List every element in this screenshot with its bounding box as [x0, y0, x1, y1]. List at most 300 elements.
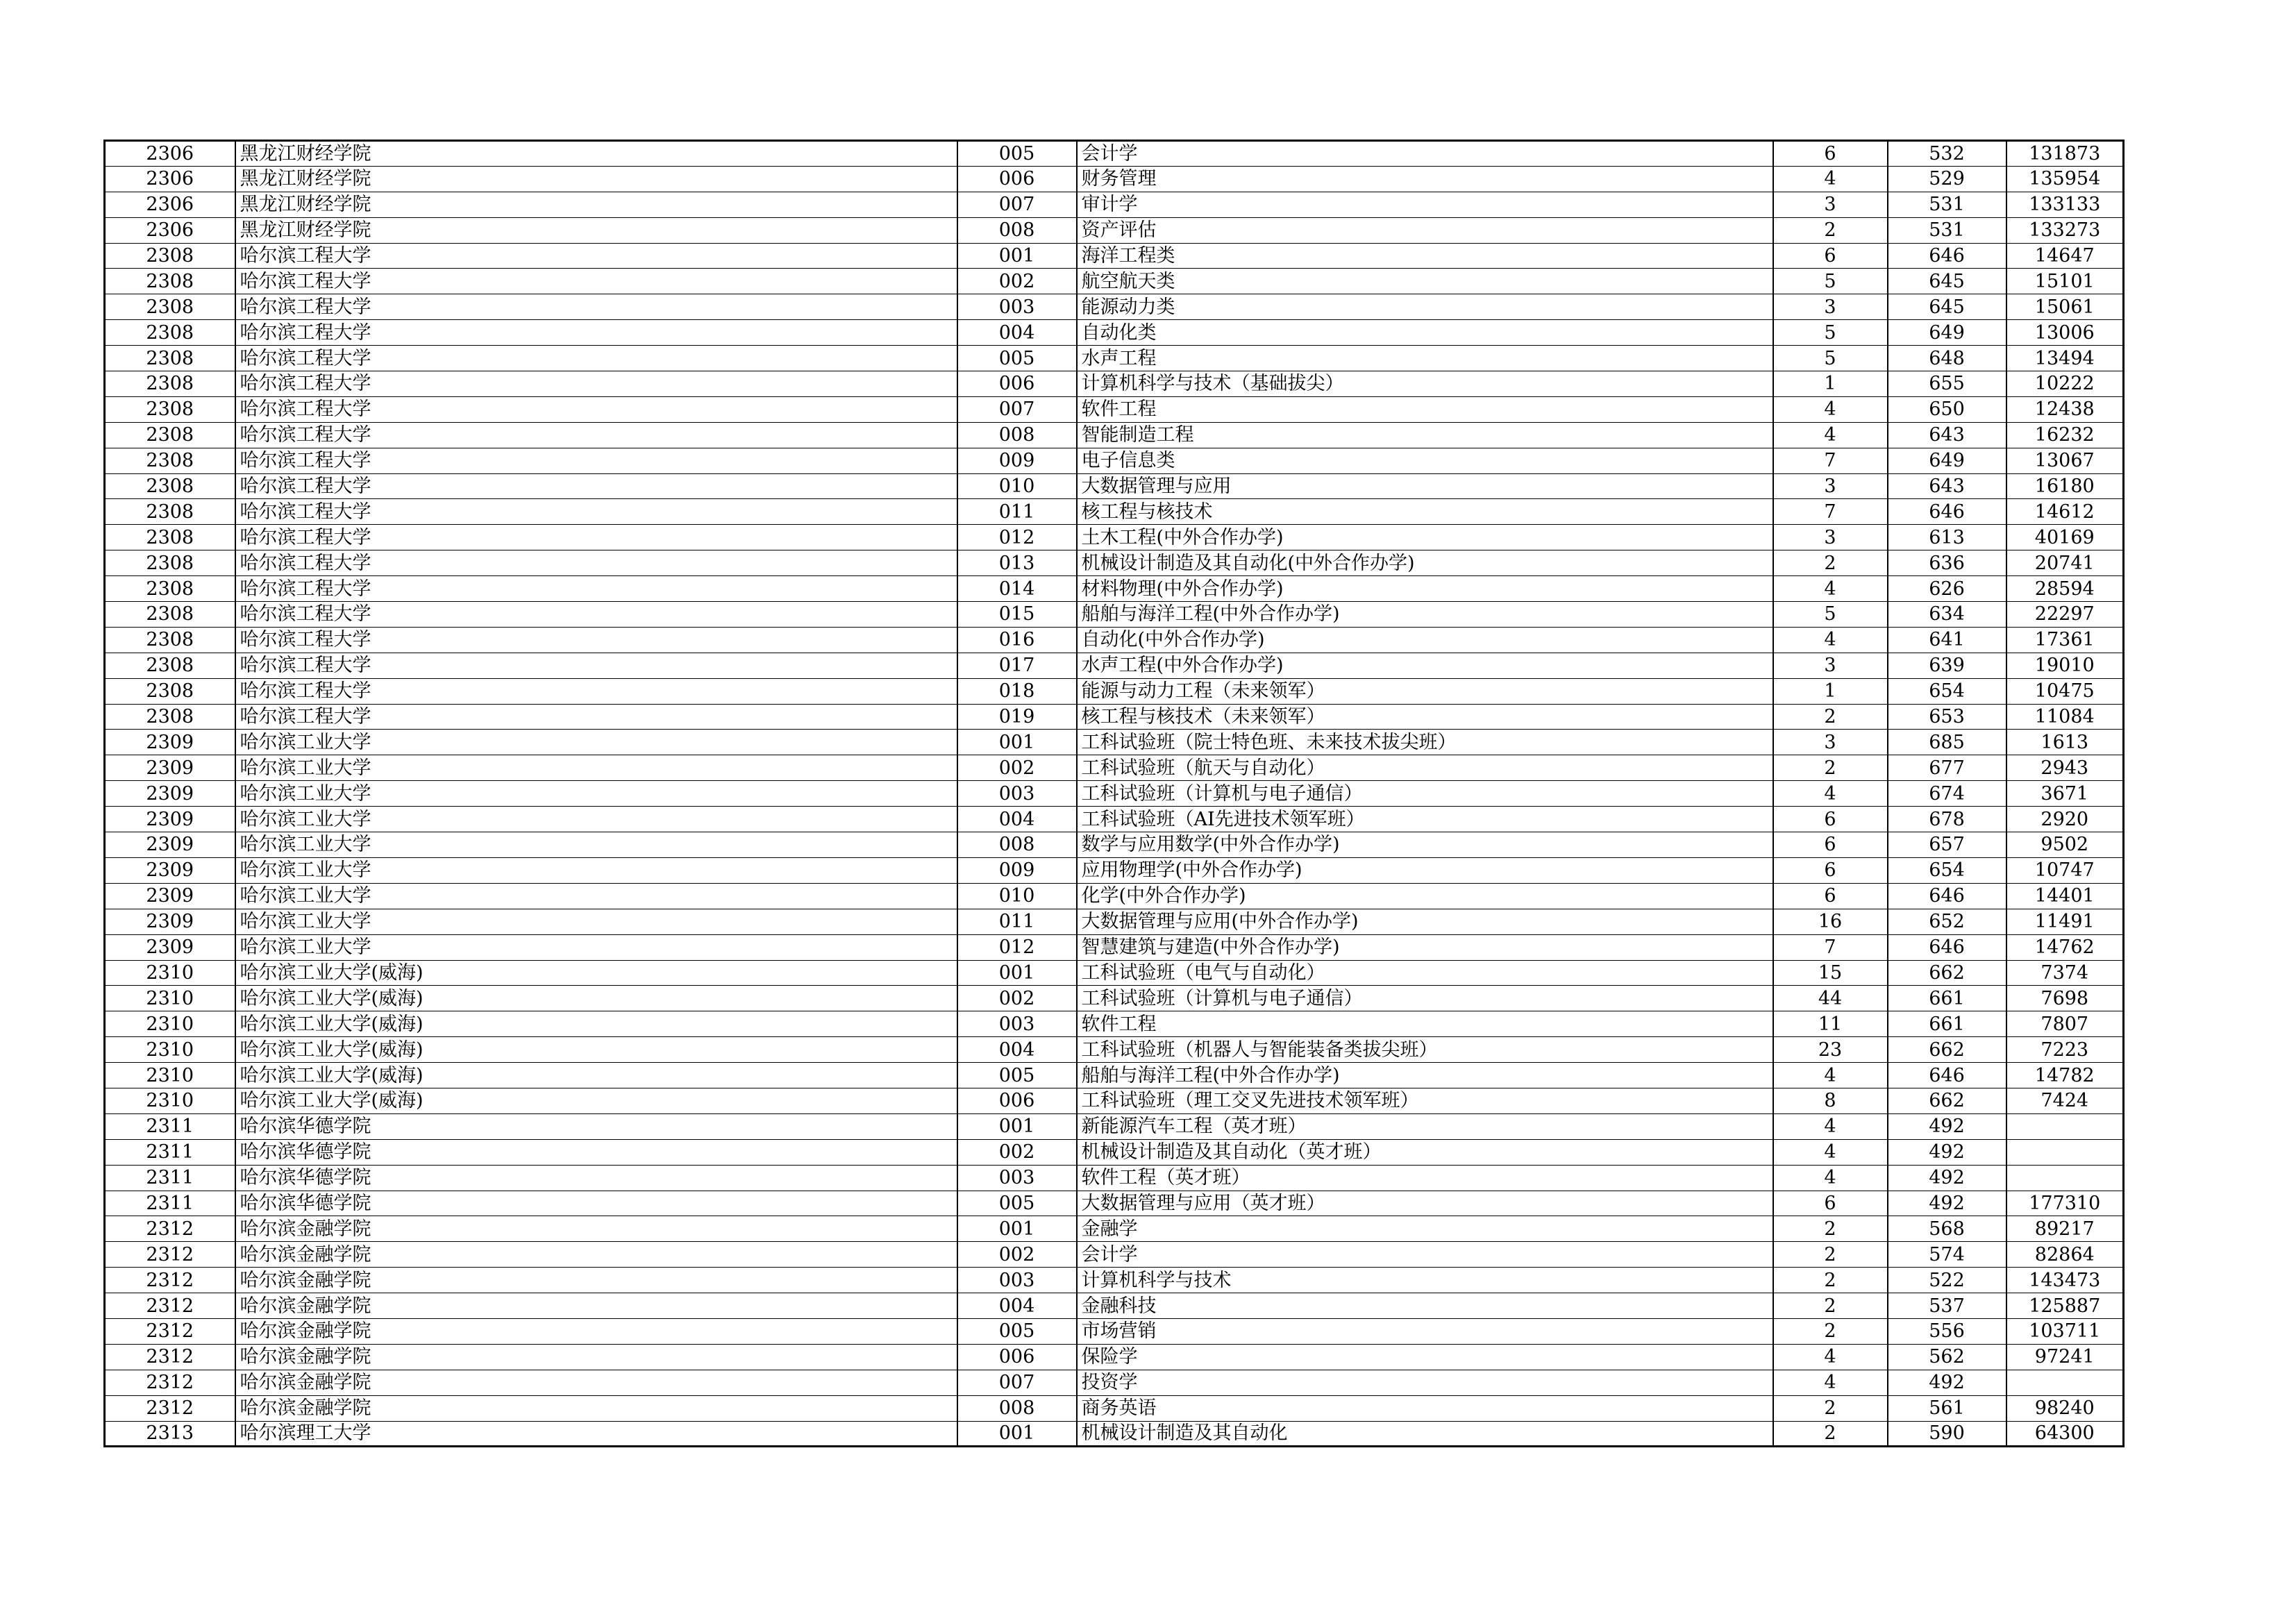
school-code-cell: 2309	[105, 909, 235, 934]
min-rank-cell: 64300	[2006, 1421, 2124, 1447]
min-rank-cell: 2943	[2006, 755, 2124, 781]
school-name-cell: 哈尔滨工程大学	[235, 396, 957, 422]
min-rank-cell: 14782	[2006, 1063, 2124, 1088]
table-row	[105, 1242, 2124, 1268]
min-score-cell: 531	[1888, 192, 2006, 217]
table-row	[105, 371, 2124, 397]
major-code-cell: 013	[957, 550, 1077, 576]
table-row	[105, 473, 2124, 499]
school-name-cell: 黑龙江财经学院	[235, 141, 957, 167]
plan-count-cell: 5	[1773, 320, 1888, 346]
major-code-cell: 009	[957, 448, 1077, 473]
min-score-cell: 556	[1888, 1318, 2006, 1344]
school-code-cell: 2311	[105, 1113, 235, 1139]
plan-count-cell: 4	[1773, 166, 1888, 192]
major-code-cell: 012	[957, 525, 1077, 550]
major-name-cell: 审计学	[1077, 192, 1773, 217]
major-name-cell: 会计学	[1077, 141, 1773, 167]
major-code-cell: 006	[957, 166, 1077, 192]
school-name-cell: 哈尔滨工程大学	[235, 346, 957, 371]
plan-count-cell: 6	[1773, 832, 1888, 858]
major-code-cell: 003	[957, 1268, 1077, 1293]
table-body	[105, 141, 2124, 1447]
major-name-cell: 软件工程	[1077, 396, 1773, 422]
min-score-cell: 661	[1888, 1011, 2006, 1037]
major-name-cell: 软件工程	[1077, 1011, 1773, 1037]
school-name-cell: 黑龙江财经学院	[235, 217, 957, 243]
min-score-cell: 648	[1888, 346, 2006, 371]
major-code-cell: 018	[957, 678, 1077, 704]
school-code-cell: 2308	[105, 653, 235, 678]
major-name-cell: 水声工程	[1077, 346, 1773, 371]
major-name-cell: 新能源汽车工程（英才班）	[1077, 1113, 1773, 1139]
plan-count-cell: 2	[1773, 217, 1888, 243]
school-name-cell: 哈尔滨工业大学(威海)	[235, 1011, 957, 1037]
min-rank-cell: 19010	[2006, 653, 2124, 678]
plan-count-cell: 4	[1773, 627, 1888, 653]
plan-count-cell: 4	[1773, 422, 1888, 448]
min-score-cell: 646	[1888, 243, 2006, 269]
table-row	[105, 499, 2124, 525]
min-score-cell: 650	[1888, 396, 2006, 422]
major-name-cell: 智能制造工程	[1077, 422, 1773, 448]
school-name-cell: 哈尔滨金融学院	[235, 1268, 957, 1293]
major-code-cell: 009	[957, 857, 1077, 883]
min-rank-cell: 14647	[2006, 243, 2124, 269]
min-rank-cell: 7807	[2006, 1011, 2124, 1037]
school-code-cell: 2308	[105, 294, 235, 320]
min-score-cell: 677	[1888, 755, 2006, 781]
plan-count-cell: 6	[1773, 883, 1888, 909]
min-rank-cell: 10222	[2006, 371, 2124, 397]
table-row	[105, 602, 2124, 628]
min-score-cell: 492	[1888, 1165, 2006, 1191]
table-row	[105, 550, 2124, 576]
min-rank-cell: 10747	[2006, 857, 2124, 883]
school-code-cell: 2309	[105, 781, 235, 807]
table-row	[105, 346, 2124, 371]
table-row	[105, 217, 2124, 243]
school-name-cell: 哈尔滨工业大学(威海)	[235, 986, 957, 1011]
school-code-cell: 2308	[105, 499, 235, 525]
table-row	[105, 627, 2124, 653]
major-code-cell: 001	[957, 730, 1077, 755]
school-name-cell: 哈尔滨工业大学	[235, 807, 957, 832]
school-name-cell: 哈尔滨工业大学(威海)	[235, 1037, 957, 1063]
min-score-cell: 492	[1888, 1370, 2006, 1395]
table-row	[105, 448, 2124, 473]
school-name-cell: 哈尔滨华德学院	[235, 1165, 957, 1191]
major-code-cell: 001	[957, 1113, 1077, 1139]
plan-count-cell: 6	[1773, 857, 1888, 883]
school-code-cell: 2309	[105, 807, 235, 832]
plan-count-cell: 1	[1773, 678, 1888, 704]
min-score-cell: 645	[1888, 294, 2006, 320]
major-name-cell: 软件工程（英才班）	[1077, 1165, 1773, 1191]
min-rank-cell	[2006, 1370, 2124, 1395]
major-code-cell: 001	[957, 1421, 1077, 1447]
major-name-cell: 核工程与核技术（未来领军）	[1077, 704, 1773, 730]
school-code-cell: 2308	[105, 269, 235, 294]
major-name-cell: 金融学	[1077, 1216, 1773, 1242]
table-row	[105, 1268, 2124, 1293]
min-score-cell: 646	[1888, 1063, 2006, 1088]
major-code-cell: 001	[957, 960, 1077, 986]
table-row	[105, 653, 2124, 678]
school-code-cell: 2308	[105, 550, 235, 576]
plan-count-cell: 5	[1773, 269, 1888, 294]
major-name-cell: 计算机科学与技术	[1077, 1268, 1773, 1293]
plan-count-cell: 2	[1773, 1242, 1888, 1268]
school-name-cell: 哈尔滨工业大学	[235, 781, 957, 807]
plan-count-cell: 6	[1773, 807, 1888, 832]
major-code-cell: 002	[957, 1139, 1077, 1165]
major-name-cell: 大数据管理与应用（英才班）	[1077, 1191, 1773, 1216]
major-code-cell: 005	[957, 1191, 1077, 1216]
major-code-cell: 003	[957, 1165, 1077, 1191]
min-score-cell: 662	[1888, 1088, 2006, 1113]
major-name-cell: 船舶与海洋工程(中外合作办学)	[1077, 1063, 1773, 1088]
admissions-table	[103, 140, 2125, 1447]
major-name-cell: 工科试验班（理工交叉先进技术领军班）	[1077, 1088, 1773, 1113]
major-name-cell: 资产评估	[1077, 217, 1773, 243]
school-code-cell: 2309	[105, 857, 235, 883]
min-rank-cell: 15101	[2006, 269, 2124, 294]
school-code-cell: 2310	[105, 960, 235, 986]
school-name-cell: 哈尔滨工业大学	[235, 909, 957, 934]
plan-count-cell: 3	[1773, 192, 1888, 217]
plan-count-cell: 15	[1773, 960, 1888, 986]
min-score-cell: 649	[1888, 448, 2006, 473]
school-name-cell: 哈尔滨金融学院	[235, 1242, 957, 1268]
school-code-cell: 2313	[105, 1421, 235, 1447]
major-code-cell: 002	[957, 986, 1077, 1011]
school-code-cell: 2310	[105, 1088, 235, 1113]
school-code-cell: 2312	[105, 1344, 235, 1370]
min-rank-cell: 82864	[2006, 1242, 2124, 1268]
major-code-cell: 004	[957, 320, 1077, 346]
min-rank-cell: 7698	[2006, 986, 2124, 1011]
min-score-cell: 636	[1888, 550, 2006, 576]
major-code-cell: 002	[957, 269, 1077, 294]
table-row	[105, 832, 2124, 858]
min-score-cell: 532	[1888, 141, 2006, 167]
major-code-cell: 005	[957, 1318, 1077, 1344]
table-row	[105, 960, 2124, 986]
min-rank-cell: 11084	[2006, 704, 2124, 730]
table-row	[105, 294, 2124, 320]
major-name-cell: 化学(中外合作办学)	[1077, 883, 1773, 909]
school-code-cell: 2308	[105, 371, 235, 397]
plan-count-cell: 6	[1773, 243, 1888, 269]
major-code-cell: 008	[957, 832, 1077, 858]
min-rank-cell: 13006	[2006, 320, 2124, 346]
plan-count-cell: 7	[1773, 499, 1888, 525]
major-code-cell: 005	[957, 1063, 1077, 1088]
school-code-cell: 2312	[105, 1268, 235, 1293]
school-name-cell: 哈尔滨金融学院	[235, 1318, 957, 1344]
min-score-cell: 646	[1888, 883, 2006, 909]
school-name-cell: 哈尔滨华德学院	[235, 1139, 957, 1165]
table-row	[105, 909, 2124, 934]
major-name-cell: 财务管理	[1077, 166, 1773, 192]
min-rank-cell: 40169	[2006, 525, 2124, 550]
school-code-cell: 2310	[105, 1037, 235, 1063]
min-score-cell: 654	[1888, 678, 2006, 704]
min-score-cell: 654	[1888, 857, 2006, 883]
table-row	[105, 1165, 2124, 1191]
plan-count-cell: 2	[1773, 755, 1888, 781]
min-score-cell: 662	[1888, 1037, 2006, 1063]
major-name-cell: 核工程与核技术	[1077, 499, 1773, 525]
min-score-cell: 643	[1888, 473, 2006, 499]
major-name-cell: 海洋工程类	[1077, 243, 1773, 269]
table-row	[105, 704, 2124, 730]
plan-count-cell: 2	[1773, 1395, 1888, 1421]
plan-count-cell: 4	[1773, 781, 1888, 807]
school-name-cell: 哈尔滨华德学院	[235, 1113, 957, 1139]
major-name-cell: 保险学	[1077, 1344, 1773, 1370]
school-code-cell: 2308	[105, 627, 235, 653]
school-name-cell: 哈尔滨理工大学	[235, 1421, 957, 1447]
table-row	[105, 934, 2124, 960]
school-code-cell: 2308	[105, 602, 235, 628]
school-name-cell: 哈尔滨工程大学	[235, 602, 957, 628]
min-rank-cell: 7223	[2006, 1037, 2124, 1063]
min-score-cell: 634	[1888, 602, 2006, 628]
school-code-cell: 2309	[105, 883, 235, 909]
school-name-cell: 哈尔滨工业大学	[235, 730, 957, 755]
table-row	[105, 525, 2124, 550]
min-rank-cell	[2006, 1165, 2124, 1191]
table-row	[105, 141, 2124, 167]
table-row	[105, 1318, 2124, 1344]
major-code-cell: 006	[957, 371, 1077, 397]
table-row	[105, 422, 2124, 448]
plan-count-cell: 4	[1773, 1165, 1888, 1191]
min-score-cell: 685	[1888, 730, 2006, 755]
school-name-cell: 哈尔滨工程大学	[235, 499, 957, 525]
min-rank-cell: 10475	[2006, 678, 2124, 704]
plan-count-cell: 6	[1773, 1191, 1888, 1216]
school-name-cell: 哈尔滨工程大学	[235, 243, 957, 269]
min-rank-cell: 7424	[2006, 1088, 2124, 1113]
table-row	[105, 1191, 2124, 1216]
plan-count-cell: 4	[1773, 1370, 1888, 1395]
school-code-cell: 2308	[105, 422, 235, 448]
table-row	[105, 857, 2124, 883]
major-code-cell: 010	[957, 473, 1077, 499]
table-row	[105, 243, 2124, 269]
school-code-cell: 2312	[105, 1216, 235, 1242]
min-rank-cell: 2920	[2006, 807, 2124, 832]
school-name-cell: 哈尔滨工业大学(威海)	[235, 1088, 957, 1113]
min-score-cell: 537	[1888, 1293, 2006, 1319]
min-score-cell: 674	[1888, 781, 2006, 807]
school-name-cell: 哈尔滨工程大学	[235, 653, 957, 678]
major-code-cell: 006	[957, 1344, 1077, 1370]
major-code-cell: 004	[957, 1037, 1077, 1063]
major-name-cell: 工科试验班（机器人与智能装备类拔尖班）	[1077, 1037, 1773, 1063]
major-name-cell: 水声工程(中外合作办学)	[1077, 653, 1773, 678]
min-score-cell: 613	[1888, 525, 2006, 550]
school-code-cell: 2306	[105, 192, 235, 217]
min-rank-cell: 15061	[2006, 294, 2124, 320]
plan-count-cell: 3	[1773, 653, 1888, 678]
school-code-cell: 2310	[105, 1063, 235, 1088]
major-code-cell: 003	[957, 781, 1077, 807]
school-name-cell: 哈尔滨工业大学(威海)	[235, 960, 957, 986]
major-code-cell: 015	[957, 602, 1077, 628]
school-code-cell: 2310	[105, 1011, 235, 1037]
school-name-cell: 哈尔滨工程大学	[235, 704, 957, 730]
school-name-cell: 哈尔滨工程大学	[235, 320, 957, 346]
table-row	[105, 1216, 2124, 1242]
school-name-cell: 哈尔滨工业大学	[235, 832, 957, 858]
plan-count-cell: 4	[1773, 576, 1888, 602]
school-code-cell: 2308	[105, 320, 235, 346]
plan-count-cell: 2	[1773, 1268, 1888, 1293]
plan-count-cell: 2	[1773, 1293, 1888, 1319]
major-name-cell: 自动化(中外合作办学)	[1077, 627, 1773, 653]
school-code-cell: 2308	[105, 448, 235, 473]
major-name-cell: 机械设计制造及其自动化(中外合作办学)	[1077, 550, 1773, 576]
major-name-cell: 船舶与海洋工程(中外合作办学)	[1077, 602, 1773, 628]
school-code-cell: 2308	[105, 243, 235, 269]
table-row	[105, 1395, 2124, 1421]
major-code-cell: 001	[957, 243, 1077, 269]
min-rank-cell: 16232	[2006, 422, 2124, 448]
major-code-cell: 002	[957, 1242, 1077, 1268]
plan-count-cell: 3	[1773, 294, 1888, 320]
school-name-cell: 哈尔滨工业大学(威海)	[235, 1063, 957, 1088]
school-name-cell: 哈尔滨工程大学	[235, 473, 957, 499]
plan-count-cell: 2	[1773, 1318, 1888, 1344]
major-code-cell: 008	[957, 422, 1077, 448]
major-code-cell: 016	[957, 627, 1077, 653]
min-score-cell: 590	[1888, 1421, 2006, 1447]
min-score-cell: 653	[1888, 704, 2006, 730]
school-name-cell: 哈尔滨工业大学	[235, 755, 957, 781]
min-rank-cell: 131873	[2006, 141, 2124, 167]
table-row	[105, 192, 2124, 217]
major-code-cell: 002	[957, 755, 1077, 781]
min-score-cell: 531	[1888, 217, 2006, 243]
major-code-cell: 007	[957, 192, 1077, 217]
min-rank-cell: 12438	[2006, 396, 2124, 422]
school-name-cell: 哈尔滨工程大学	[235, 550, 957, 576]
min-rank-cell: 20741	[2006, 550, 2124, 576]
major-name-cell: 工科试验班（AI先进技术领军班）	[1077, 807, 1773, 832]
table-row	[105, 1370, 2124, 1395]
school-code-cell: 2308	[105, 576, 235, 602]
min-score-cell: 649	[1888, 320, 2006, 346]
major-code-cell: 005	[957, 141, 1077, 167]
min-rank-cell: 135954	[2006, 166, 2124, 192]
school-name-cell: 哈尔滨工程大学	[235, 422, 957, 448]
table-row	[105, 730, 2124, 755]
min-score-cell: 562	[1888, 1344, 2006, 1370]
plan-count-cell: 7	[1773, 934, 1888, 960]
school-code-cell: 2308	[105, 525, 235, 550]
plan-count-cell: 4	[1773, 1344, 1888, 1370]
major-code-cell: 008	[957, 1395, 1077, 1421]
plan-count-cell: 2	[1773, 550, 1888, 576]
table-row	[105, 269, 2124, 294]
plan-count-cell: 8	[1773, 1088, 1888, 1113]
school-code-cell: 2308	[105, 704, 235, 730]
table-row	[105, 1421, 2124, 1447]
plan-count-cell: 1	[1773, 371, 1888, 397]
major-code-cell: 001	[957, 1216, 1077, 1242]
plan-count-cell: 3	[1773, 525, 1888, 550]
major-name-cell: 工科试验班（院士特色班、未来技术拔尖班）	[1077, 730, 1773, 755]
major-name-cell: 应用物理学(中外合作办学)	[1077, 857, 1773, 883]
plan-count-cell: 16	[1773, 909, 1888, 934]
school-name-cell: 黑龙江财经学院	[235, 192, 957, 217]
plan-count-cell: 2	[1773, 1421, 1888, 1447]
plan-count-cell: 4	[1773, 396, 1888, 422]
school-code-cell: 2312	[105, 1242, 235, 1268]
school-code-cell: 2308	[105, 678, 235, 704]
school-name-cell: 哈尔滨金融学院	[235, 1370, 957, 1395]
table-row	[105, 1139, 2124, 1165]
table-row	[105, 1011, 2124, 1037]
table-row	[105, 986, 2124, 1011]
min-rank-cell: 177310	[2006, 1191, 2124, 1216]
school-code-cell: 2312	[105, 1293, 235, 1319]
major-code-cell: 003	[957, 294, 1077, 320]
school-name-cell: 哈尔滨工程大学	[235, 576, 957, 602]
min-score-cell: 492	[1888, 1191, 2006, 1216]
min-score-cell: 529	[1888, 166, 2006, 192]
min-score-cell: 641	[1888, 627, 2006, 653]
major-name-cell: 市场营销	[1077, 1318, 1773, 1344]
school-code-cell: 2312	[105, 1370, 235, 1395]
school-name-cell: 哈尔滨金融学院	[235, 1395, 957, 1421]
school-code-cell: 2308	[105, 346, 235, 371]
table-row	[105, 1037, 2124, 1063]
min-rank-cell: 143473	[2006, 1268, 2124, 1293]
plan-count-cell: 5	[1773, 602, 1888, 628]
school-code-cell: 2308	[105, 396, 235, 422]
major-name-cell: 自动化类	[1077, 320, 1773, 346]
table-row	[105, 781, 2124, 807]
min-score-cell: 646	[1888, 499, 2006, 525]
school-code-cell: 2310	[105, 986, 235, 1011]
school-name-cell: 哈尔滨金融学院	[235, 1293, 957, 1319]
major-code-cell: 007	[957, 396, 1077, 422]
major-code-cell: 004	[957, 807, 1077, 832]
plan-count-cell: 4	[1773, 1063, 1888, 1088]
table-row	[105, 678, 2124, 704]
table-row	[105, 320, 2124, 346]
min-score-cell: 561	[1888, 1395, 2006, 1421]
plan-count-cell: 3	[1773, 473, 1888, 499]
major-code-cell: 004	[957, 1293, 1077, 1319]
major-name-cell: 航空航天类	[1077, 269, 1773, 294]
table-row	[105, 576, 2124, 602]
school-name-cell: 哈尔滨工程大学	[235, 678, 957, 704]
min-rank-cell: 14401	[2006, 883, 2124, 909]
school-name-cell: 哈尔滨工业大学	[235, 883, 957, 909]
min-rank-cell: 89217	[2006, 1216, 2124, 1242]
major-name-cell: 金融科技	[1077, 1293, 1773, 1319]
school-code-cell: 2311	[105, 1165, 235, 1191]
major-name-cell: 大数据管理与应用	[1077, 473, 1773, 499]
major-code-cell: 019	[957, 704, 1077, 730]
plan-count-cell: 5	[1773, 346, 1888, 371]
